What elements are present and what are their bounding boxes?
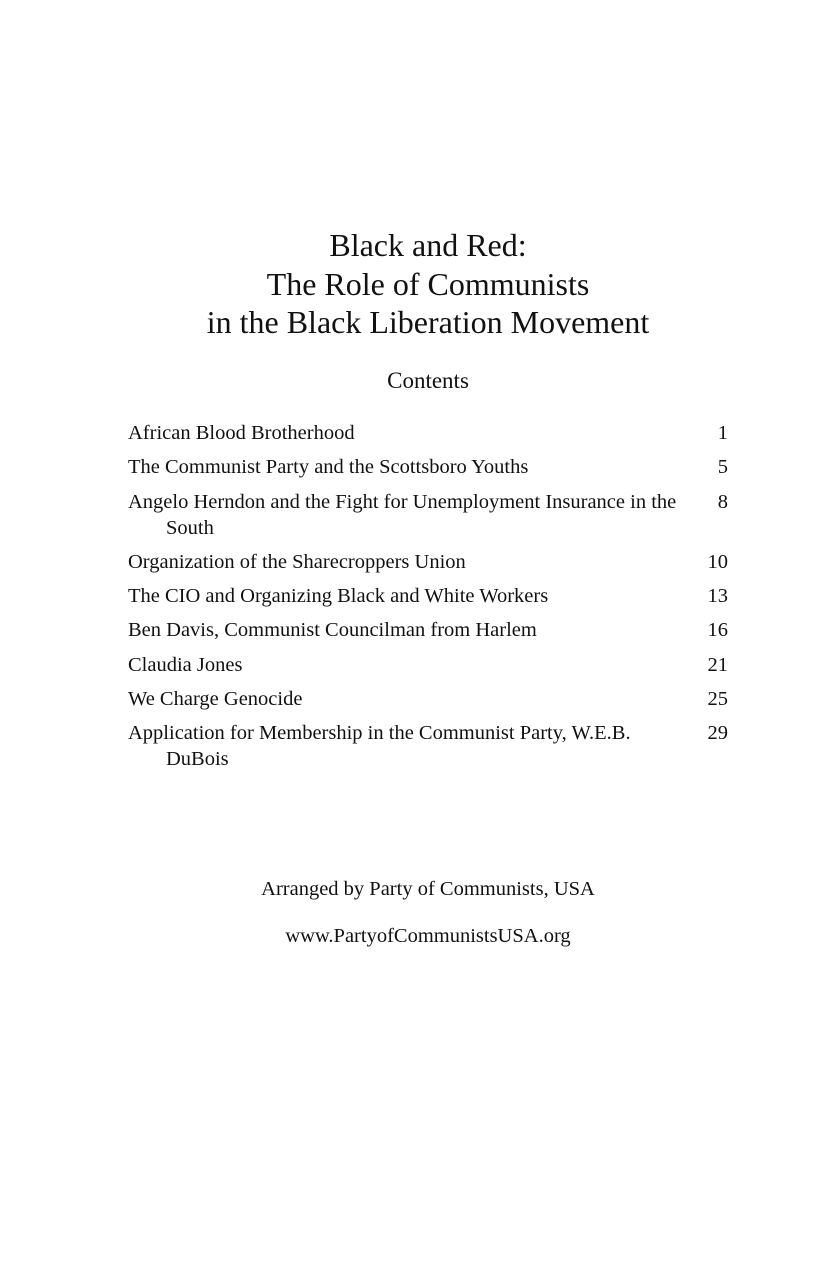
toc-entry-page: 5 [717,456,728,479]
toc-entry [128,617,728,643]
toc-entry [128,549,728,575]
toc-entry-title: Angelo Herndon and the Fight for Unemployment Insurance in the South [128,490,677,539]
arranged-by-credit: Arranged by Party of Communists, USA [261,878,595,900]
toc-entry-title: African Blood Brotherhood [128,422,355,444]
toc-entry [128,454,728,480]
contents-heading: Contents [387,368,469,393]
toc-entry-title: Ben Davis, Communist Councilman from Harlem [128,619,537,642]
toc-entry [128,652,728,678]
toc-entry-page: 8 [717,490,728,513]
toc-entry-page: 1 [717,422,728,444]
toc-entry-page: 25 [707,688,728,711]
title-line-3: in the Black Liberation Movement [206,304,650,340]
toc-entry-title: Organization of the Sharecroppers Union [128,550,466,573]
toc-entry [128,420,728,446]
website-url: www.PartyofCommunistsUSA.org [285,925,571,947]
toc-entry [128,720,728,772]
table-of-contents [128,420,728,781]
toc-entry [128,489,728,541]
toc-entry-page: 16 [707,619,728,642]
toc-entry-title: We Charge Genocide [128,688,303,711]
toc-entry [128,583,728,609]
toc-entry-page: 10 [707,550,728,573]
toc-entry-title: Claudia Jones [128,653,243,676]
title-line-2: The Role of Communists [266,265,590,302]
toc-entry [128,686,728,712]
toc-entry-title: The Communist Party and the Scottsboro Youths [128,456,529,479]
toc-entry-title: Application for Membership in the Communist Party, W.E.B. DuBois [128,722,631,771]
toc-entry-page: 21 [707,653,728,676]
document-title [0,226,826,342]
toc-entry-title: The CIO and Organizing Black and White Workers [128,585,549,608]
title-line-1: Black and Red: [329,227,527,263]
toc-entry-page: 13 [707,585,728,608]
toc-entry-page: 29 [707,722,728,745]
